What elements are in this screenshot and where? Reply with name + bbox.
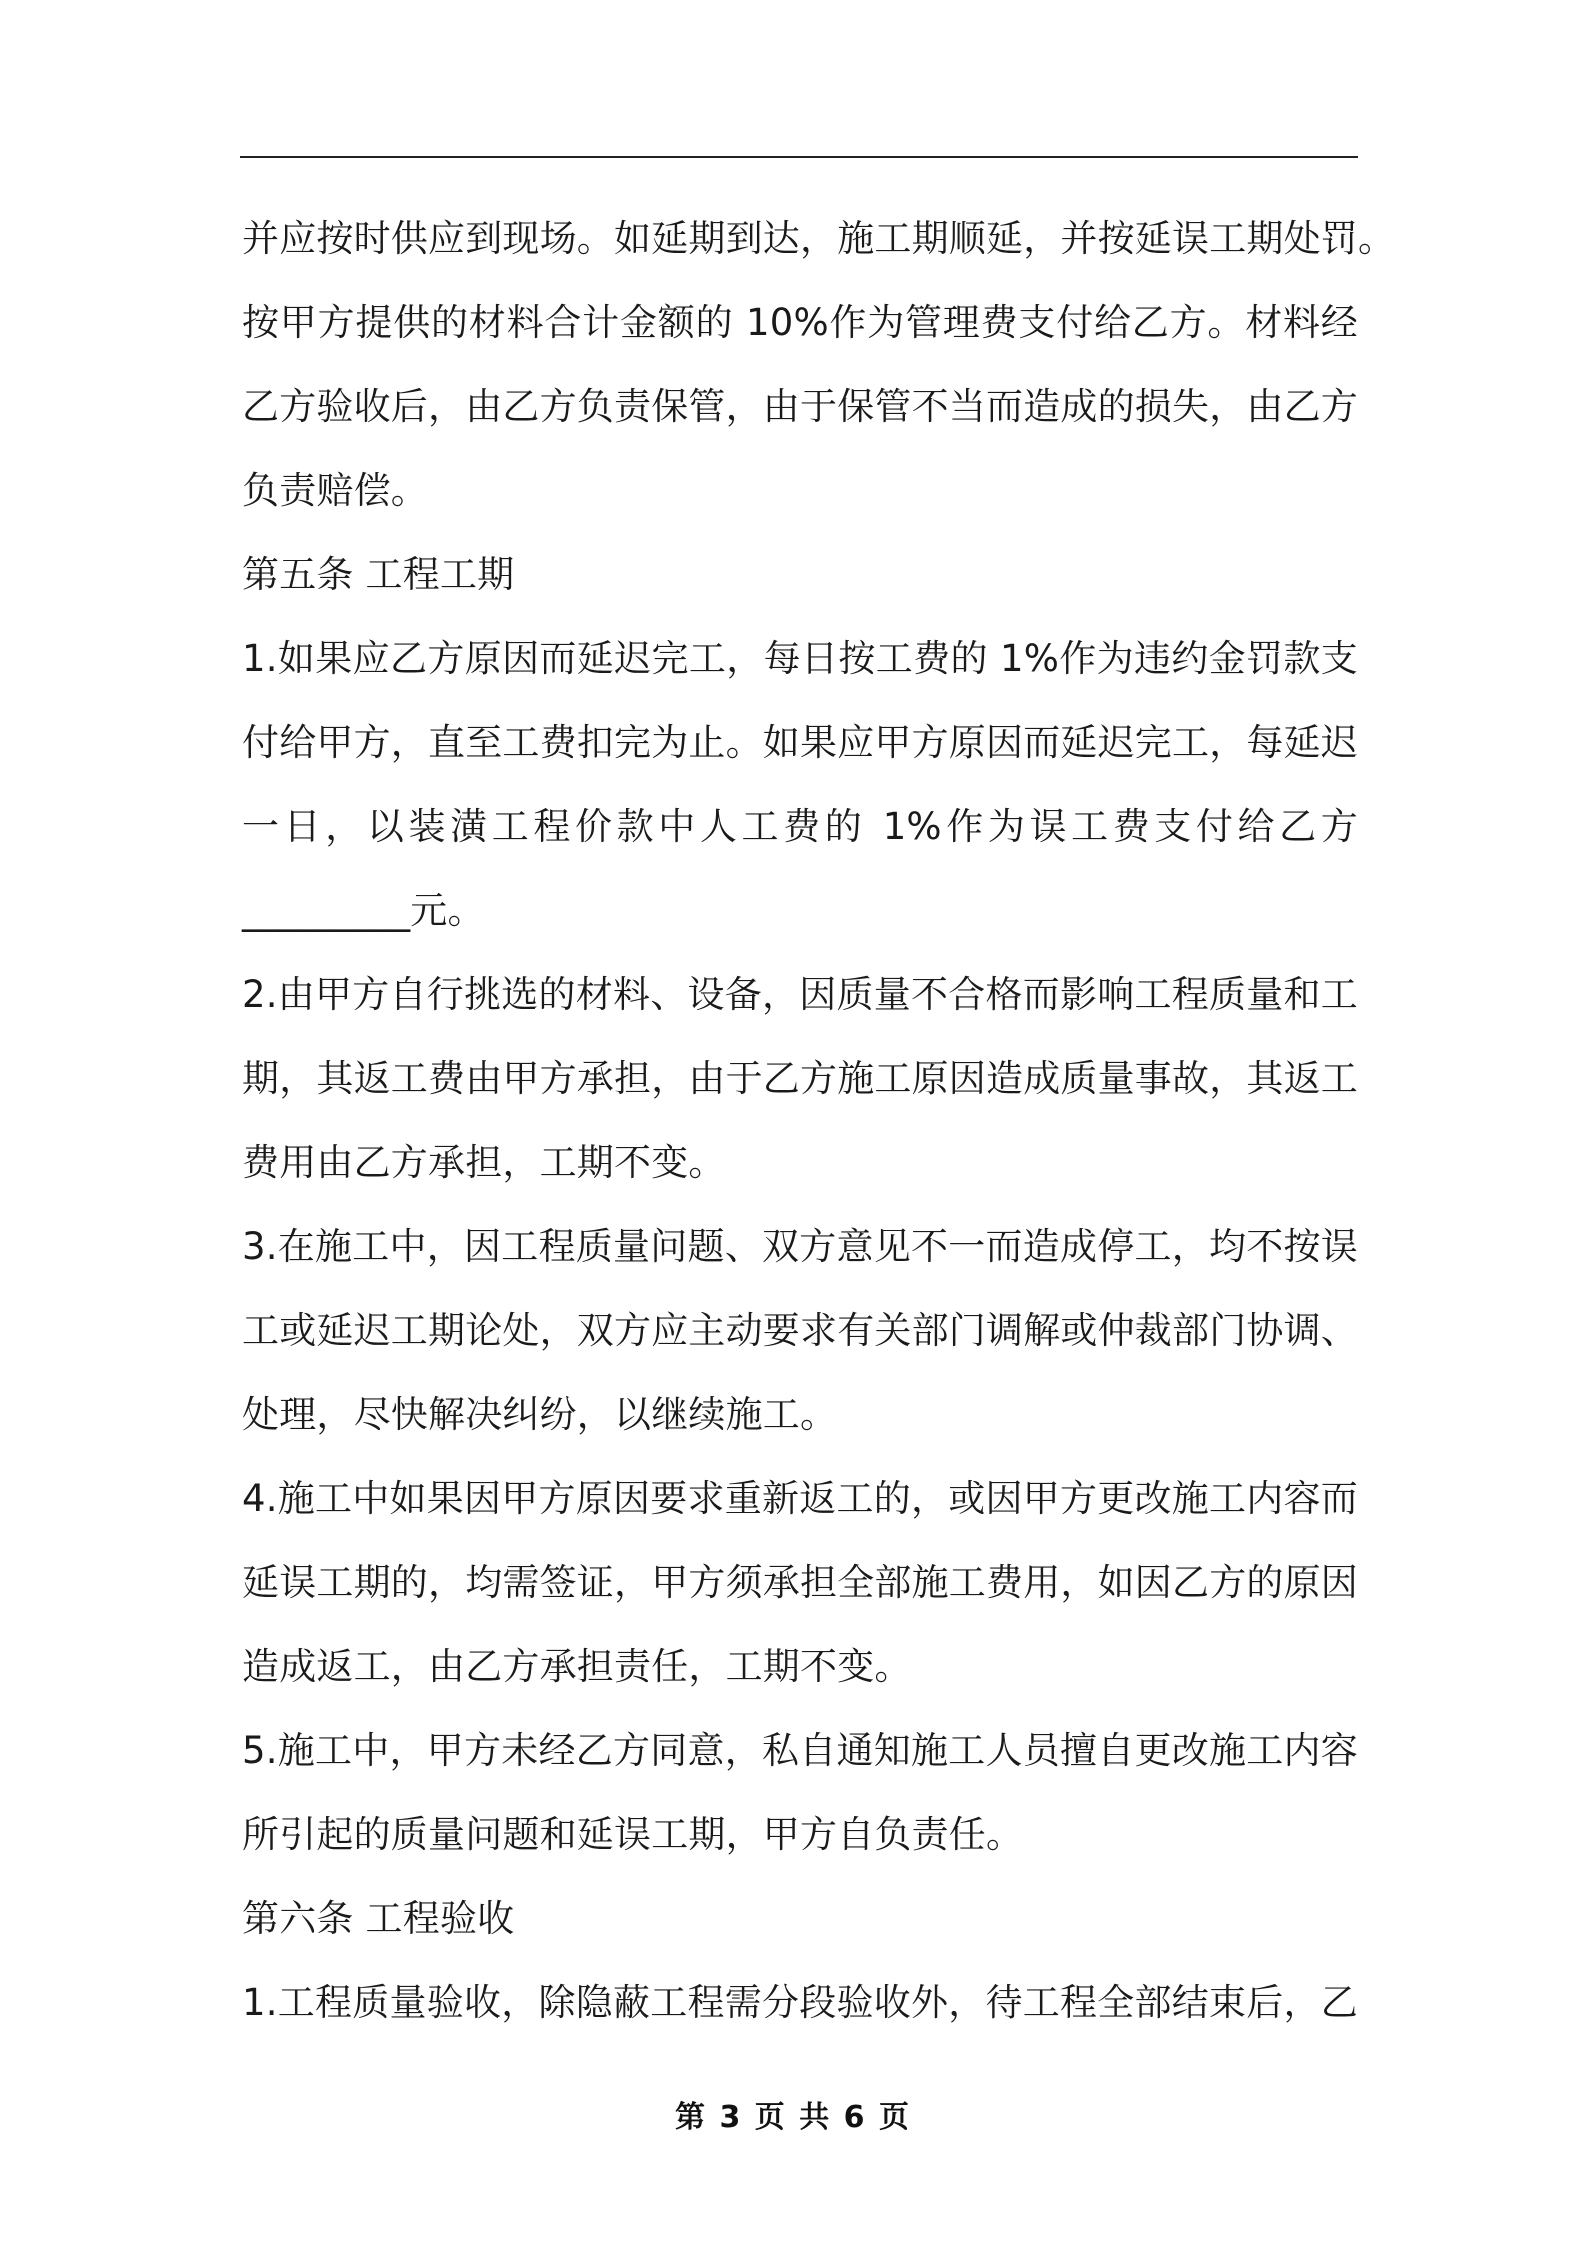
- text-line: 4.施工中如果因甲方原因要求重新返工的，或因甲方更改施工内容而: [242, 1477, 1358, 1520]
- text-line: 所引起的质量问题和延误工期，甲方自负责任。: [242, 1813, 1024, 1856]
- text-line: 付给甲方，直至工费扣完为止。如果应甲方原因而延迟完工，每延迟: [242, 721, 1358, 764]
- text-line: 1.工程质量验收，除隐蔽工程需分段验收外，待工程全部结束后，乙: [242, 1981, 1358, 2024]
- text-line: 处理，尽快解决纠纷，以继续施工。: [242, 1393, 838, 1436]
- page-number: 第 3 页 共 6 页: [675, 2100, 911, 2135]
- section-heading-article-5: 第五条 工程工期: [242, 553, 515, 596]
- text-line: 延误工期的，均需签证，甲方须承担全部施工费用，如因乙方的原因: [242, 1561, 1358, 1604]
- text-line: 工或延迟工期论处，双方应主动要求有关部门调解或仲裁部门协调、: [242, 1309, 1358, 1352]
- text-line: 负责赔偿。: [242, 469, 428, 512]
- text-line: 乙方验收后，由乙方负责保管，由于保管不当而造成的损失，由乙方: [242, 385, 1358, 428]
- text-line: 费用由乙方承担，工期不变。: [242, 1141, 726, 1184]
- text-line: 并应按时供应到现场。如延期到达，施工期顺延，并按延误工期处罚。: [242, 217, 1396, 260]
- text-line: 5.施工中，甲方未经乙方同意，私自通知施工人员擅自更改施工内容: [242, 1729, 1358, 1772]
- text-line: 一日，以装潢工程价款中人工费的 1%作为误工费支付给乙方: [242, 805, 1358, 848]
- header-divider: [240, 156, 1358, 158]
- text-line: 2.由甲方自行挑选的材料、设备，因质量不合格而影响工程质量和工: [242, 973, 1358, 1016]
- text-line: 造成返工，由乙方承担责任，工期不变。: [242, 1645, 912, 1688]
- text-line: 3.在施工中，因工程质量问题、双方意见不一而造成停工，均不按误: [242, 1225, 1358, 1268]
- document-body: [242, 197, 1396, 2045]
- text-line: 按甲方提供的材料合计金额的 10%作为管理费支付给乙方。材料经: [242, 301, 1358, 344]
- text-line: 1.如果应乙方原因而延迟完工，每日按工费的 1%作为违约金罚款支: [242, 637, 1358, 680]
- text-line: _________元。: [242, 889, 485, 932]
- section-heading-article-6: 第六条 工程验收: [242, 1897, 515, 1940]
- text-line: 期，其返工费由甲方承担，由于乙方施工原因造成质量事故，其返工: [242, 1057, 1358, 1100]
